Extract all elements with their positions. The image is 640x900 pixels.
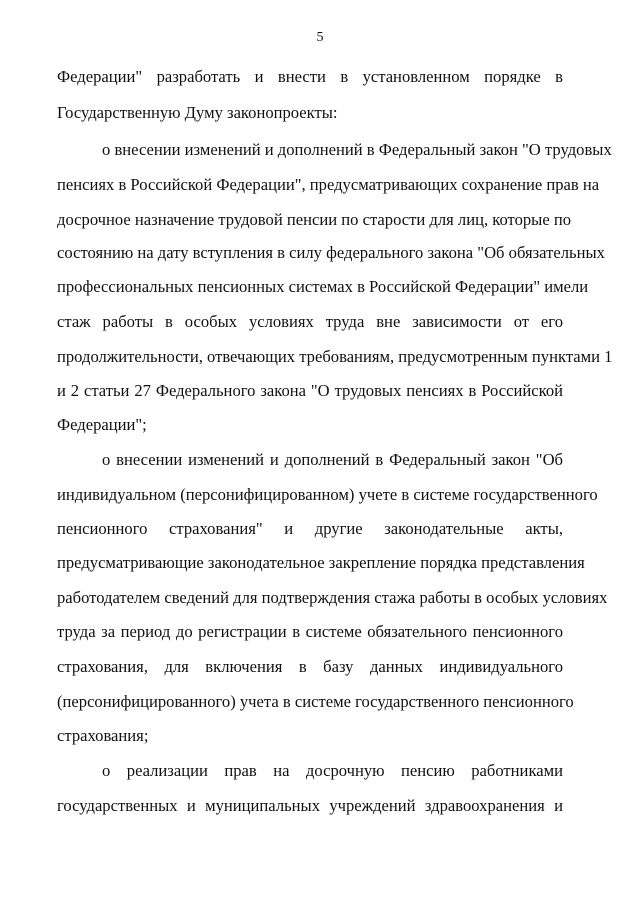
text-line: предусматривающие законодательное закрепление порядка представления: [57, 553, 585, 572]
text-line: профессиональных пенсионных системах в Российской Федерации" имели: [57, 277, 589, 296]
text-line: состоянию на дату вступления в силу федерального закона "Об обязательных: [57, 243, 605, 262]
text-line: индивидуальном (персонифицированном) учете в системе государственного: [57, 485, 598, 504]
text-line: о реализации прав на досрочную пенсию работниками: [102, 761, 563, 780]
page-number: 5: [316, 30, 324, 45]
text-line: работодателем сведений для подтверждения стажа работы в особых условиях: [57, 588, 608, 607]
text-line: пенсиях в Российской Федерации", предусматривающих сохранение прав на: [57, 175, 600, 194]
text-line: труда за период до регистрации в системе обязательного пенсионного: [57, 622, 563, 641]
text-line: продолжительности, отвечающих требованиям, предусмотренным пунктами 1: [57, 347, 613, 366]
text-line: досрочное назначение трудовой пенсии по старости для лиц, которые по: [57, 210, 572, 229]
text-line: о внесении изменений и дополнений в Федеральный закон "Об: [102, 450, 563, 469]
text-line: и 2 статьи 27 Федерального закона "О трудовых пенсиях в Российской: [57, 381, 563, 400]
text-line: стаж работы в особых условиях труда вне зависимости от его: [57, 312, 563, 331]
text-line: пенсионного страхования" и другие законодательные акты,: [57, 519, 563, 538]
text-line: Федерации" разработать и внести в установленном порядке в: [57, 67, 563, 86]
text-line: государственных и муниципальных учреждений здравоохранения и: [57, 796, 563, 815]
text-line: о внесении изменений и дополнений в Федеральный закон "О трудовых: [102, 140, 612, 159]
text-line: страхования;: [57, 726, 149, 745]
text-line: страхования, для включения в базу данных индивидуального: [57, 657, 563, 676]
text-line: Федерации";: [57, 415, 147, 434]
text-line: (персонифицированного) учета в системе государственного пенсионного: [57, 692, 574, 711]
text-line: Государственную Думу законопроекты:: [57, 103, 338, 122]
